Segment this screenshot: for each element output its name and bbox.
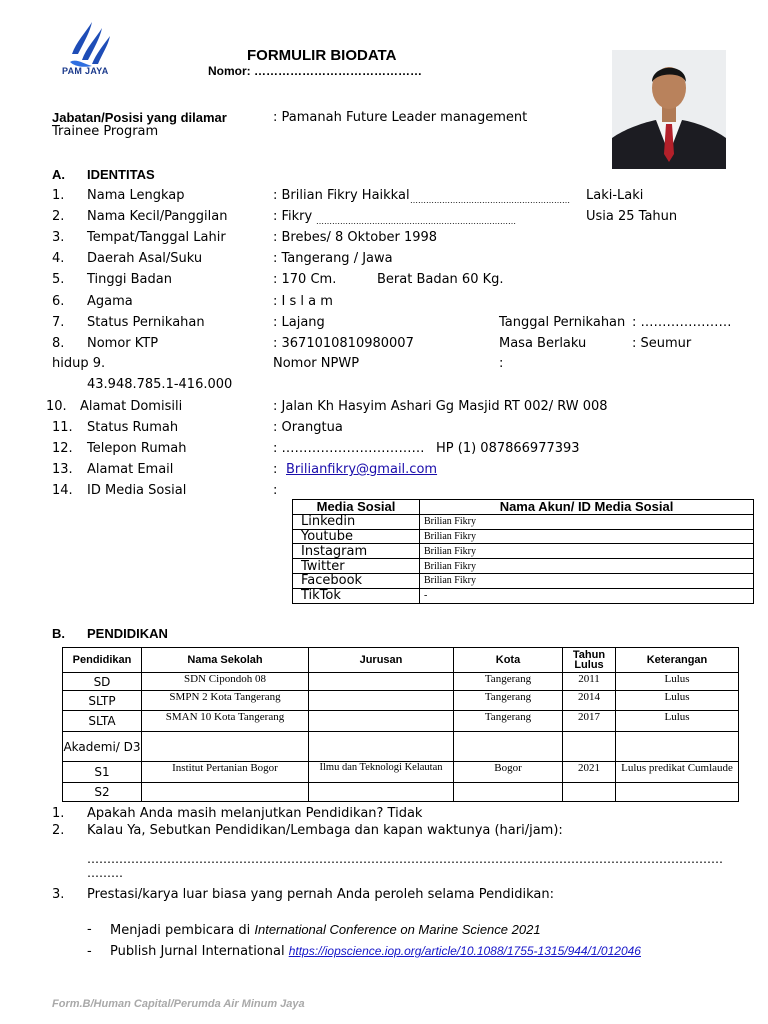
media-row [293, 573, 754, 588]
edu-cell-note [616, 783, 739, 802]
identitas-row-6-label: Agama [87, 294, 133, 309]
edu-cell-city: Tangerang [454, 711, 563, 732]
identitas-row-5-number: 5. [52, 272, 65, 287]
achievement-1-bullet: - [87, 922, 92, 937]
edu-cell-city [454, 732, 563, 762]
edu-row [63, 762, 739, 783]
achievement-2 [110, 944, 641, 959]
edu-header-note: Keterangan [616, 648, 739, 673]
identitas-row-1-dots-holder [410, 192, 570, 207]
edu-row [63, 691, 739, 711]
section-a-title: IDENTITAS [87, 167, 155, 182]
edu-cell-year: 2014 [563, 691, 616, 711]
edu-cell-level: SLTA [63, 711, 142, 732]
identitas-row-4-value: : Tangerang / Jawa [273, 251, 393, 266]
identitas-row-2-dots: ………………………………………………………………… [316, 217, 516, 226]
edu-header-level: Pendidikan [63, 648, 142, 673]
media-account: - [420, 588, 754, 603]
identitas-row-3-number: 3. [52, 230, 65, 245]
identitas-row-2-dots-holder [316, 213, 516, 228]
edu-cell-school: SMAN 10 Kota Tangerang [142, 711, 309, 732]
profile-photo [612, 50, 726, 169]
identitas-row-12-value: : …………………………… [273, 441, 425, 456]
identitas-row-4-number: 4. [52, 251, 65, 266]
identitas-row-4-label: Daerah Asal/Suku [87, 251, 203, 266]
edu-cell-level: S1 [63, 762, 142, 783]
identitas-row-13-value: : [273, 462, 278, 477]
media-header-account: Nama Akun/ ID Media Sosial [420, 500, 754, 515]
media-row [293, 559, 754, 574]
identitas-row-11-label: Status Rumah [87, 420, 179, 435]
media-account: Brilian Fikry [420, 573, 754, 588]
media-row [293, 544, 754, 559]
identitas-row-7-label: Status Pernikahan [87, 315, 205, 330]
edu-cell-note [616, 732, 739, 762]
edu-cell-year: 2017 [563, 711, 616, 732]
edu-cell-year [563, 732, 616, 762]
npwp-label: Nomor NPWP [273, 356, 360, 371]
form-title: FORMULIR BIODATA [247, 47, 397, 64]
identitas-row-3-label: Tempat/Tanggal Lahir [87, 230, 226, 245]
edu-cell-year [563, 783, 616, 802]
identitas-row-1-extra: Laki-Laki [586, 188, 644, 203]
identitas-row-2-number: 2. [52, 209, 65, 224]
edu-cell-major [309, 783, 454, 802]
identitas-row-1-number: 1. [52, 188, 65, 203]
media-account: Brilian Fikry [420, 544, 754, 559]
section-b-letter: B. [52, 626, 65, 641]
media-account: Brilian Fikry [420, 529, 754, 544]
identitas-row-10-label: Alamat Domisili [80, 399, 183, 414]
identitas-row-2-extra: Usia 25 Tahun [586, 209, 678, 224]
identitas-row-11-number: 11. [52, 420, 73, 435]
media-row [293, 529, 754, 544]
media-account: Brilian Fikry [420, 559, 754, 574]
edu-cell-level: SD [63, 673, 142, 691]
media-account: Brilian Fikry [420, 514, 754, 529]
media-platform: Twitter [293, 559, 420, 574]
q2-answer-line-cont: ……… [87, 866, 123, 880]
media-platform: TikTok [293, 588, 420, 603]
position-value: : Pamanah Future Leader management [273, 110, 528, 125]
edu-cell-major [309, 673, 454, 691]
media-row [293, 514, 754, 529]
achievement-2-bullet: - [87, 944, 92, 959]
identitas-row-1-dots: …………………………………………………… [410, 196, 570, 205]
edu-row [63, 732, 739, 762]
social-media-table [292, 499, 754, 604]
edu-cell-level: SLTP [63, 691, 142, 711]
edu-cell-school [142, 783, 309, 802]
edu-cell-school: SDN Cipondoh 08 [142, 673, 309, 691]
identitas-row-1-label: Nama Lengkap [87, 188, 185, 203]
identitas-row-12-extra: HP (1) 087866977393 [436, 441, 580, 456]
edu-cell-city [454, 783, 563, 802]
edu-cell-level: Akademi/ D3 [63, 732, 142, 762]
edu-cell-major [309, 732, 454, 762]
edu-cell-major: Ilmu dan Teknologi Kelautan [309, 762, 454, 783]
npwp-colon: : [499, 356, 504, 371]
position-label-cont: Trainee Program [52, 124, 159, 139]
position-label: Jabatan/Posisi yang dilamar [52, 110, 227, 125]
q3-number: 3. [52, 887, 65, 902]
q2-text: Kalau Ya, Sebutkan Pendidikan/Lembaga dan kapan waktunya (hari/jam): [87, 823, 563, 838]
identitas-row-7-extra-value: : ………………… [632, 315, 732, 330]
logo-text: PAM JAYA [62, 66, 109, 76]
identitas-row-7-number: 7. [52, 315, 65, 330]
identitas-row-8-label: Nomor KTP [87, 336, 159, 351]
identitas-row-11-value: : Orangtua [273, 420, 343, 435]
identitas-row-8-number: 8. [52, 336, 65, 351]
identitas-row-13-number: 13. [52, 462, 73, 477]
identitas-row-7-value: : Lajang [273, 315, 325, 330]
identitas-row-10-value: : Jalan Kh Hasyim Ashari Gg Masjid RT 002/ RW 008 [273, 399, 608, 414]
identitas-row-8-extra-value: : Seumur [632, 336, 692, 351]
email-link[interactable]: Brilianfikry@gmail.com [286, 462, 438, 477]
media-platform: Youtube [293, 529, 420, 544]
edu-cell-major [309, 711, 454, 732]
identitas-row-10-number: 10. [46, 399, 67, 414]
edu-row [63, 783, 739, 802]
edu-cell-school [142, 732, 309, 762]
q3-text: Prestasi/karya luar biasa yang pernah Anda peroleh selama Pendidikan: [87, 887, 554, 902]
row-8-continuation: hidup 9. [52, 356, 106, 371]
education-table [62, 647, 739, 802]
npwp-value: 43.948.785.1-416.000 [87, 377, 233, 392]
media-platform: Instagram [293, 544, 420, 559]
edu-row [63, 711, 739, 732]
achievement-1-conference: International Conference on Marine Science 2021 [254, 922, 541, 937]
q1-number: 1. [52, 806, 65, 821]
identitas-row-12-label: Telepon Rumah [87, 441, 187, 456]
identitas-row-14-value: : [273, 483, 278, 498]
section-a-letter: A. [52, 167, 65, 182]
edu-cell-school: SMPN 2 Kota Tangerang [142, 691, 309, 711]
edu-header-year: Tahun Lulus [563, 648, 616, 673]
media-header-platform: Media Sosial [293, 500, 420, 515]
section-b-title: PENDIDIKAN [87, 626, 168, 641]
identitas-row-5-value: : 170 Cm. [273, 272, 337, 287]
edu-cell-level: S2 [63, 783, 142, 802]
identitas-row-8-extra-label: Masa Berlaku [499, 336, 587, 351]
edu-cell-note: Lulus [616, 691, 739, 711]
form-footer: Form.B/Human Capital/Perumda Air Minum Jaya [52, 998, 305, 1010]
achievement-2-text: Publish Jurnal International [110, 944, 289, 959]
edu-cell-school: Institut Pertanian Bogor [142, 762, 309, 783]
edu-header-school: Nama Sekolah [142, 648, 309, 673]
identitas-row-13-label: Alamat Email [87, 462, 174, 477]
edu-cell-note: Lulus predikat Cumlaude [616, 762, 739, 783]
identitas-row-2-label: Nama Kecil/Panggilan [87, 209, 228, 224]
achievement-1-text: Menjadi pembicara di [110, 923, 255, 938]
identitas-row-12-number: 12. [52, 441, 73, 456]
edu-cell-city: Tangerang [454, 673, 563, 691]
edu-cell-city: Bogor [454, 762, 563, 783]
journal-link[interactable]: https://iopscience.iop.org/article/10.1088/1755-1315/944/1/012046 [288, 944, 641, 958]
media-row [293, 588, 754, 603]
q2-answer-line: …………………………………………………………………………………………………………………………………………… [87, 852, 723, 866]
edu-row [63, 673, 739, 691]
achievement-1 [110, 922, 541, 938]
edu-cell-year: 2021 [563, 762, 616, 783]
identitas-row-8-value: : 3671010810980007 [273, 336, 414, 351]
media-platform: Facebook [293, 573, 420, 588]
q1-text: Apakah Anda masih melanjutkan Pendidikan? Tidak [87, 806, 423, 821]
identitas-row-6-number: 6. [52, 294, 65, 309]
identitas-row-14-number: 14. [52, 483, 73, 498]
identitas-row-2-value: : Fikry [273, 209, 313, 224]
edu-cell-note: Lulus [616, 673, 739, 691]
edu-cell-city: Tangerang [454, 691, 563, 711]
identitas-row-7-extra-label: Tanggal Pernikahan [499, 315, 626, 330]
q2-number: 2. [52, 823, 65, 838]
edu-header-major: Jurusan [309, 648, 454, 673]
edu-cell-major [309, 691, 454, 711]
identitas-row-3-value: : Brebes/ 8 Oktober 1998 [273, 230, 438, 245]
edu-cell-year: 2011 [563, 673, 616, 691]
edu-header-city: Kota [454, 648, 563, 673]
identitas-row-5-label: Tinggi Badan [87, 272, 172, 287]
form-number: Nomor: …………………………………… [208, 64, 422, 78]
edu-cell-note: Lulus [616, 711, 739, 732]
identitas-row-1-value: : Brilian Fikry Haikkal [273, 188, 410, 203]
identitas-row-6-value: : I s l a m [273, 294, 333, 309]
identitas-row-5-extra: Berat Badan 60 Kg. [377, 272, 504, 287]
identitas-row-14-label: ID Media Sosial [87, 483, 187, 498]
media-platform: Linkedin [293, 514, 420, 529]
